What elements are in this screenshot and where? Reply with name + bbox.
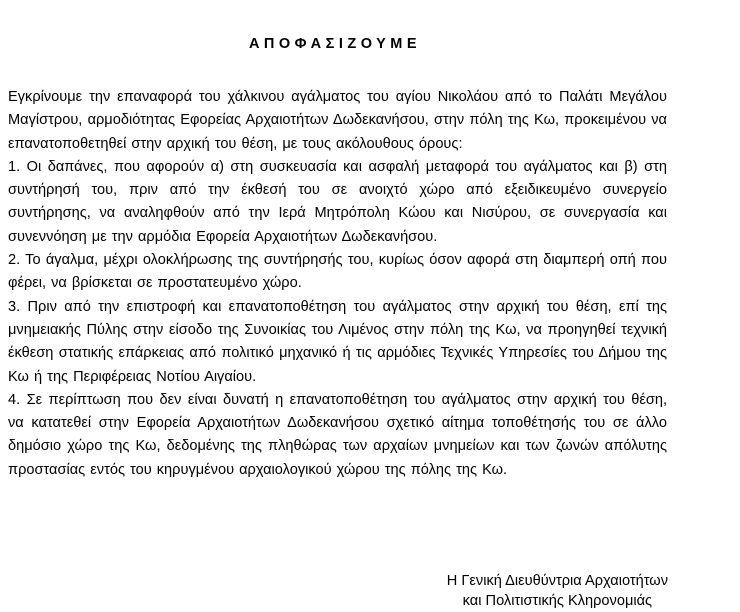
term-1: 1. Οι δαπάνες, που αφορούν α) στη συσκευασία και ασφαλή μεταφορά του αγάλματος και β) στη συντήρησή του, πριν από την έκθεσή του σε ανοιχτό χώρο από εξειδικευμένο συνεργείο συντήρησης, να αναληφθούν από την Ιερά Μητρόπολη Κώου και Νισύρου, σε συνεργασία και συνεννόηση με την αρμόδια Εφορεία Αρχαιοτήτων Δωδεκανήσου.: [8, 158, 667, 245]
term-3: 3. Πριν από την επιστροφή και επανατοποθέτηση του αγάλματος στην αρχική του θέση, επί της μνημειακής Πύλης στην είσοδο της Συνοικίας του Λιμένος στην πόλη της Κω, να προηγηθεί τεχνική έκθεση στατικής επάρκειας από πολιτικό μηχανικό ή τις αρμόδιες Τεχνικές Υπηρεσίες του Δήμου της Κω ή της Περιφέρειας Νοτίου Αιγαίου.: [8, 298, 667, 385]
signature-line-1: Η Γενική Διευθύντρια Αρχαιοτήτων: [446, 573, 668, 589]
document-body: [8, 86, 667, 482]
signature-line-2: και Πολιτιστικής Κληρονομιάς: [462, 593, 653, 609]
document-title: ΑΠΟΦΑΣΙΖΟΥΜΕ: [248, 36, 422, 52]
term-2: 2. Το άγαλμα, μέχρι ολοκλήρωσης της συντήρησής του, κυρίως όσον αφορά στη διαμπερή οπή που φέρει, να βρίσκεται σε προστατευμένο χώρο.: [8, 252, 667, 292]
term-4: 4. Σε περίπτωση που δεν είναι δυνατή η επανατοποθέτηση του αγάλματος στην αρχική του θέση, να κατατεθεί στην Εφορεία Αρχαιοτήτων Δωδεκανήσου σχετικό αίτημα τοποθέτησής του σε άλλο δημόσιο χώρο της Κω, δεδομένης της πληθώρας των αρχαίων μνημείων και των ζωνών απόλυτης προστασίας εντός του κηρυγμένου αρχαιολογικού χώρου της πόλης της Κω.: [8, 391, 667, 478]
signature-block: [447, 571, 668, 611]
intro-paragraph: Εγκρίνουμε την επαναφορά του χάλκινου αγάλματος του αγίου Νικολάου από το Παλάτι Μεγάλου Μαγίστρου, αρμοδιότητας Εφορείας Αρχαιοτήτων Δωδεκανήσου, στην πόλη της Κω, προκειμένου να επανατοποθετηθεί στην αρχική του θέση, με τους ακόλουθους όρους:: [8, 89, 667, 152]
